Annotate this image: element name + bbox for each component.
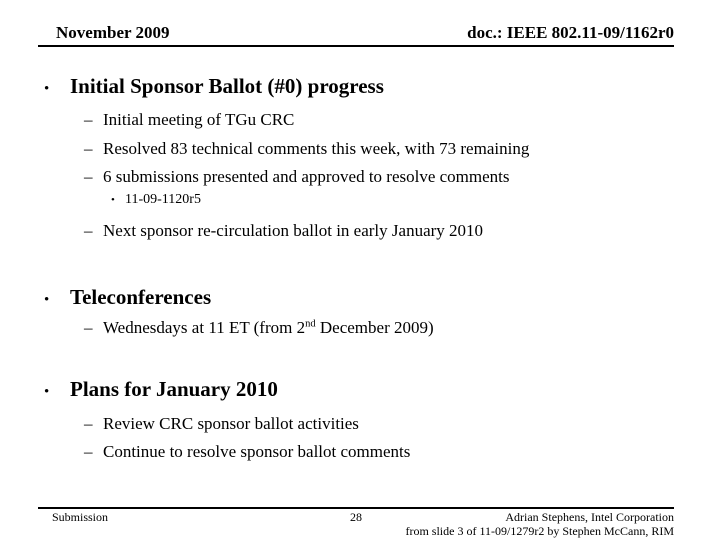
ordinal-superscript: nd [305, 318, 316, 330]
bullet-text: Continue to resolve sponsor ballot comments [103, 442, 411, 461]
footer-attribution-line1: Adrian Stephens, Intel Corporation [505, 510, 674, 524]
bullet-icon: • [44, 81, 50, 97]
slide-body [0, 73, 720, 463]
header-doc-number: doc.: IEEE 802.11-09/1162r0 [467, 23, 674, 42]
bullet-text: Next sponsor re-circulation ballot in early January 2010 [103, 221, 484, 240]
slide-footer [38, 507, 674, 539]
section-heading-plans [0, 376, 720, 405]
bullet-item [0, 441, 720, 463]
footer-submission-label: Submission [52, 510, 109, 524]
bullet-icon: • [44, 384, 50, 400]
section-heading-teleconferences [0, 284, 720, 313]
bullet-item [0, 317, 720, 339]
dash-icon: – [84, 442, 93, 461]
bullet-text: Review CRC sponsor ballot activities [103, 414, 359, 433]
section-heading-ballot-progress [0, 73, 720, 102]
bullet-text: 11-09-1120r5 [125, 192, 201, 207]
bullet-item [0, 220, 720, 242]
bullet-text-suffix: December 2009) [315, 318, 434, 337]
dash-icon: – [84, 318, 93, 337]
footer-row [38, 511, 674, 539]
bullet-text-prefix: Wednesdays at 11 ET (from 2 [103, 318, 306, 337]
dash-icon: – [84, 167, 93, 186]
bullet-item [0, 109, 720, 131]
dash-icon: – [84, 139, 93, 158]
dash-icon: – [84, 110, 93, 129]
heading-text: Plans for January 2010 [70, 377, 278, 401]
footer-attribution-line2: from slide 3 of 11-09/1279r2 by Stephen McCann, RIM [405, 523, 674, 538]
heading-text: Initial Sponsor Ballot (#0) progress [70, 74, 384, 98]
dash-icon: – [84, 414, 93, 433]
bullet-text: Initial meeting of TGu CRC [103, 110, 295, 129]
bullet-item [0, 166, 720, 188]
bullet-icon: • [44, 292, 50, 308]
bullet-text [103, 317, 434, 339]
slide-header [38, 24, 674, 47]
footer-page-number: 28 [350, 510, 362, 524]
bullet-text: 6 submissions presented and approved to resolve comments [103, 167, 510, 186]
header-date: November 2009 [56, 23, 170, 42]
heading-text: Teleconferences [70, 285, 212, 309]
bullet-item [0, 138, 720, 160]
bullet-item [0, 413, 720, 435]
bullet-icon: • [111, 194, 115, 206]
dash-icon: – [84, 221, 93, 240]
bullet-text: Resolved 83 technical comments this week, with 73 remaining [103, 139, 530, 158]
sub-bullet-item [0, 190, 720, 210]
